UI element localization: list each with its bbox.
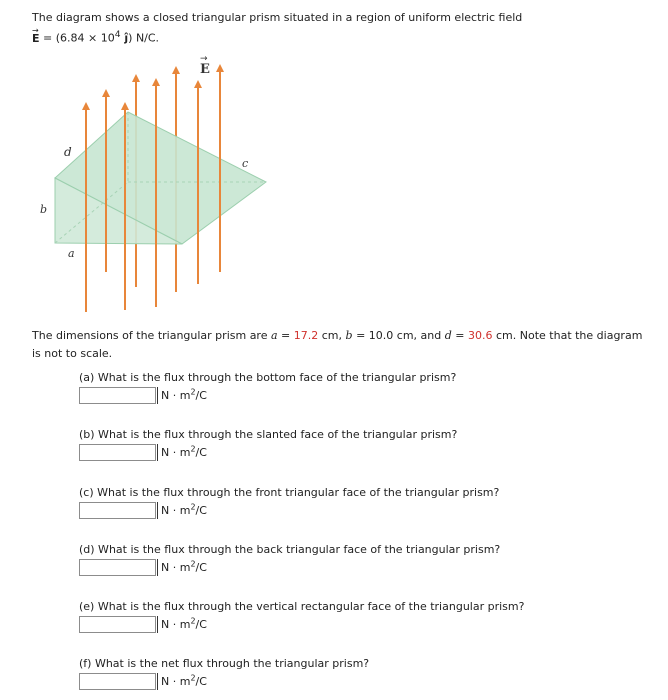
- label-d: d: [64, 145, 72, 159]
- unit-label: $N \cdot m^2/C$: [157, 444, 207, 461]
- question-f: [79, 657, 369, 690]
- unit-label: $N \cdot m^2/C$: [157, 387, 207, 404]
- problem-intro: [32, 9, 522, 47]
- answer-input-e[interactable]: [79, 616, 156, 633]
- answer-row: [79, 387, 456, 404]
- prism-diagram: [28, 52, 278, 317]
- question-prompt: (e) What is the flux through the vertical rectangular face of the triangular prism?: [79, 600, 525, 613]
- unit-label: $N \cdot m^2/C$: [157, 616, 207, 633]
- question-prompt: (d) What is the flux through the back triangular face of the triangular prism?: [79, 543, 501, 556]
- answer-input-a[interactable]: [79, 387, 156, 404]
- answer-input-c[interactable]: [79, 502, 156, 519]
- field-expression: → $E = (6.84 \times 10^4$ ĵ) N/C.: [32, 26, 522, 47]
- label-c: c: [242, 157, 249, 170]
- label-b: b: [40, 203, 48, 216]
- answer-row: [79, 616, 524, 633]
- label-E-arrow: →: [200, 54, 208, 64]
- label-a: a: [68, 247, 75, 260]
- answer-row: [79, 559, 500, 576]
- answer-row: [79, 502, 499, 519]
- dimensions-text: The dimensions of the triangular prism are a = 17.2 cm, b = 10.0 cm, and d = 30.6 cm. Note that the diagram is not to scale.: [32, 329, 643, 360]
- question-prompt: (b) What is the flux through the slanted face of the triangular prism?: [79, 428, 458, 441]
- answer-input-d[interactable]: [79, 559, 156, 576]
- question-d: [79, 543, 500, 576]
- question-prompt: (c) What is the flux through the front triangular face of the triangular prism?: [79, 486, 500, 499]
- label-E: E: [200, 62, 210, 77]
- question-prompt: (f) What is the net flux through the triangular prism?: [79, 657, 370, 670]
- question-b: [79, 428, 457, 461]
- unit-label: $N \cdot m^2/C$: [157, 502, 207, 519]
- question-a: [79, 371, 456, 404]
- unit-label: $N \cdot m^2/C$: [157, 673, 207, 690]
- field-vector-symbol: → E: [32, 30, 40, 47]
- intro-line1: The diagram shows a closed triangular prism situated in a region of uniform electric field: [32, 11, 523, 24]
- a-value: 17.2: [293, 329, 319, 342]
- answer-row: [79, 444, 457, 461]
- unit-label: $N \cdot m^2/C$: [157, 559, 207, 576]
- question-prompt: (a) What is the flux through the bottom face of the triangular prism?: [79, 371, 457, 384]
- d-value: 30.6: [468, 329, 493, 342]
- answer-input-b[interactable]: [79, 444, 156, 461]
- question-c: [79, 486, 499, 519]
- answer-row: [79, 673, 369, 690]
- question-e: [79, 600, 524, 633]
- answer-input-f[interactable]: [79, 673, 156, 690]
